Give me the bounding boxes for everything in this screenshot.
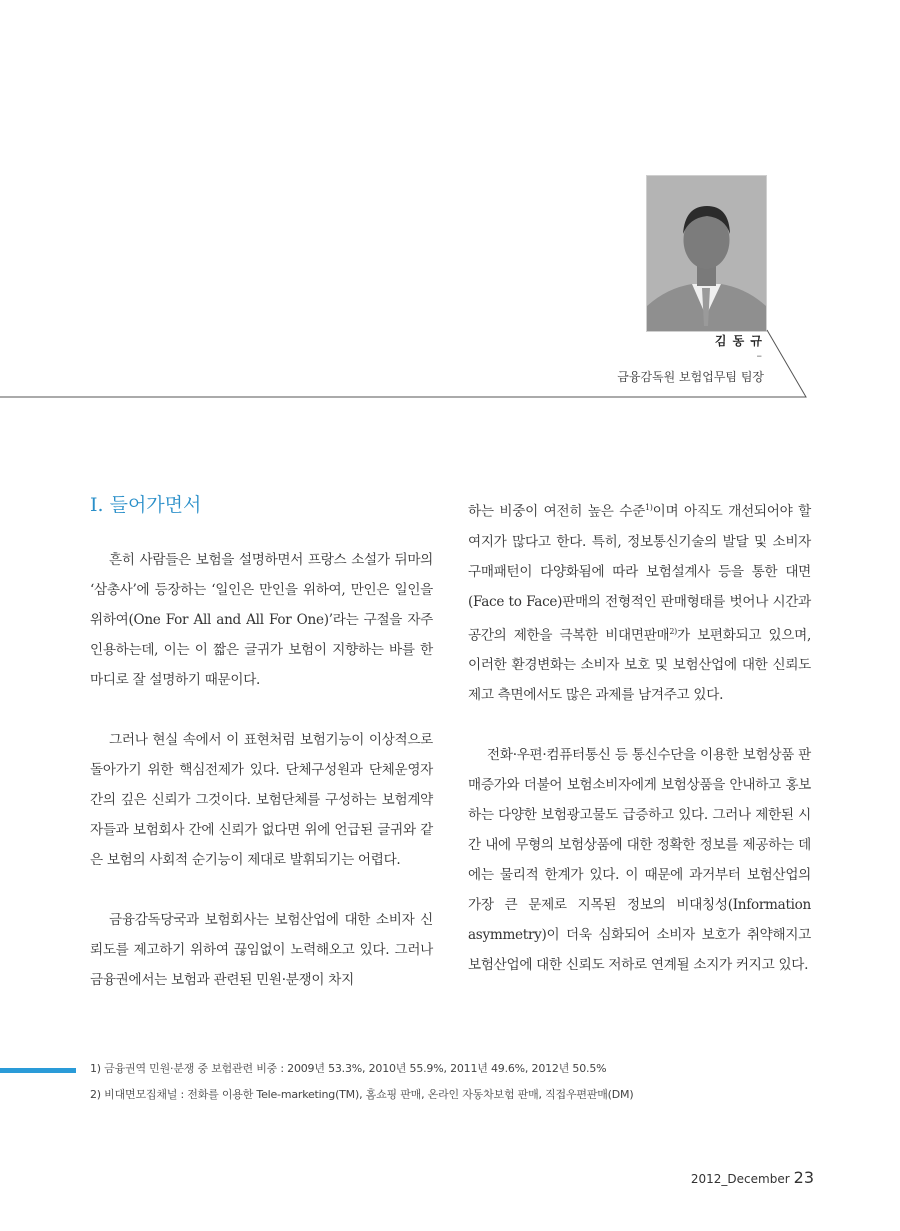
author-photo	[646, 175, 767, 332]
paragraph: 금융감독당국과 보험회사는 보험산업에 대한 소비자 신뢰도를 제고하기 위하여 끊임없이 노력해오고 있다. 그러나 금융권에서는 보험과 관련된 민원·분쟁이 차지	[90, 912, 433, 988]
right-column	[468, 493, 811, 980]
portrait-illustration	[647, 176, 766, 331]
page-number: 23	[793, 1168, 814, 1187]
left-column	[90, 545, 433, 995]
author-title: 금융감독원 보험업무팀 팀장	[617, 370, 764, 384]
paragraph: 그러나 현실 속에서 이 표현처럼 보험기능이 이상적으로 돌아가기 위한 핵심전제가 있다. 단체구성원과 단체운영자간의 깊은 신뢰가 그것이다. 보험단체를 구성하는 보험계약자들과 보험회사 간에 신뢰가 없다면 위에 언급된 글귀와 같은 보험의 사회적 순기능이 제대로 발휘되기는 어렵다.	[90, 732, 433, 868]
author-name: 김 동 규	[714, 334, 763, 348]
section-heading: I. 들어가면서	[90, 494, 202, 516]
text-run: 가 보편화되고 있으며, 이러한 환경변화는 소비자 보호 및 보험산업에 대한 신뢰도 제고 측면에서도 많은 과제를 남겨주고 있다.	[468, 627, 811, 704]
text-run: 이며 아직도 개선되어야 할 여지가 많다고 한다. 특히, 정보통신기술의 발달 및 소비자 구매패턴이 다양화됨에 따라 보험설계사 등을 통한 대면(Face to Face)판매의 전형적인 판매형태를 벗어나 시간과 공간의 제한을 극복한 비대면판매	[468, 503, 812, 644]
page-footer	[691, 1168, 814, 1187]
footnote-accent-bar	[0, 1068, 76, 1073]
author-separator: –	[756, 349, 762, 362]
issue-label: 2012_December	[690, 1172, 790, 1186]
paragraph-continued	[468, 493, 811, 710]
footnote-2: 2) 비대면모집채널 : 전화를 이용한 Tele-marketing(TM), 홈쇼핑 판매, 온라인 자동차보험 판매, 직접우편판매(DM)	[90, 1088, 634, 1101]
paragraph: 흔히 사람들은 보험을 설명하면서 프랑스 소설가 뒤마의 ‘삼총사’에 등장하는 ‘일인은 만인을 위하여, 만인은 일인을 위하여(One For All and All For One)’라는 구절을 자주 인용하는데, 이는 이 짧은 글귀가 보험이 지향하는 바를 한마디로 잘 설명하기 때문이다.	[90, 552, 433, 688]
footnote-1: 1) 금융권역 민원·분쟁 중 보험관련 비중 : 2009년 53.3%, 2010년 55.9%, 2011년 49.6%, 2012년 50.5%	[90, 1062, 607, 1075]
footnote-ref-2[interactable]: 2)	[669, 626, 677, 636]
footnotes	[90, 1061, 633, 1113]
footnote-ref-1[interactable]: 1)	[644, 503, 653, 512]
paragraph: 전화·우편·컴퓨터통신 등 통신수단을 이용한 보험상품 판매증가와 더불어 보험소비자에게 보험상품을 안내하고 홍보하는 다양한 보험광고물도 급증하고 있다. 그러나 제한된 시간 내에 무형의 보험상품에 대한 정확한 정보를 제공하는 데에는 물리적 한계가 있다. 이 때문에 과거부터 보험산업의 가장 큰 문제로 지목된 정보의 비대칭성(Information asymmetry)이 더욱 심화되어 소비자 보호가 취약해지고 보험산업에 대한 신뢰도 저하로 연계될 소지가 커지고 있다.	[468, 747, 811, 974]
text-run: 하는 비중이 여전히 높은 수준	[468, 503, 645, 520]
header-divider	[0, 320, 900, 400]
